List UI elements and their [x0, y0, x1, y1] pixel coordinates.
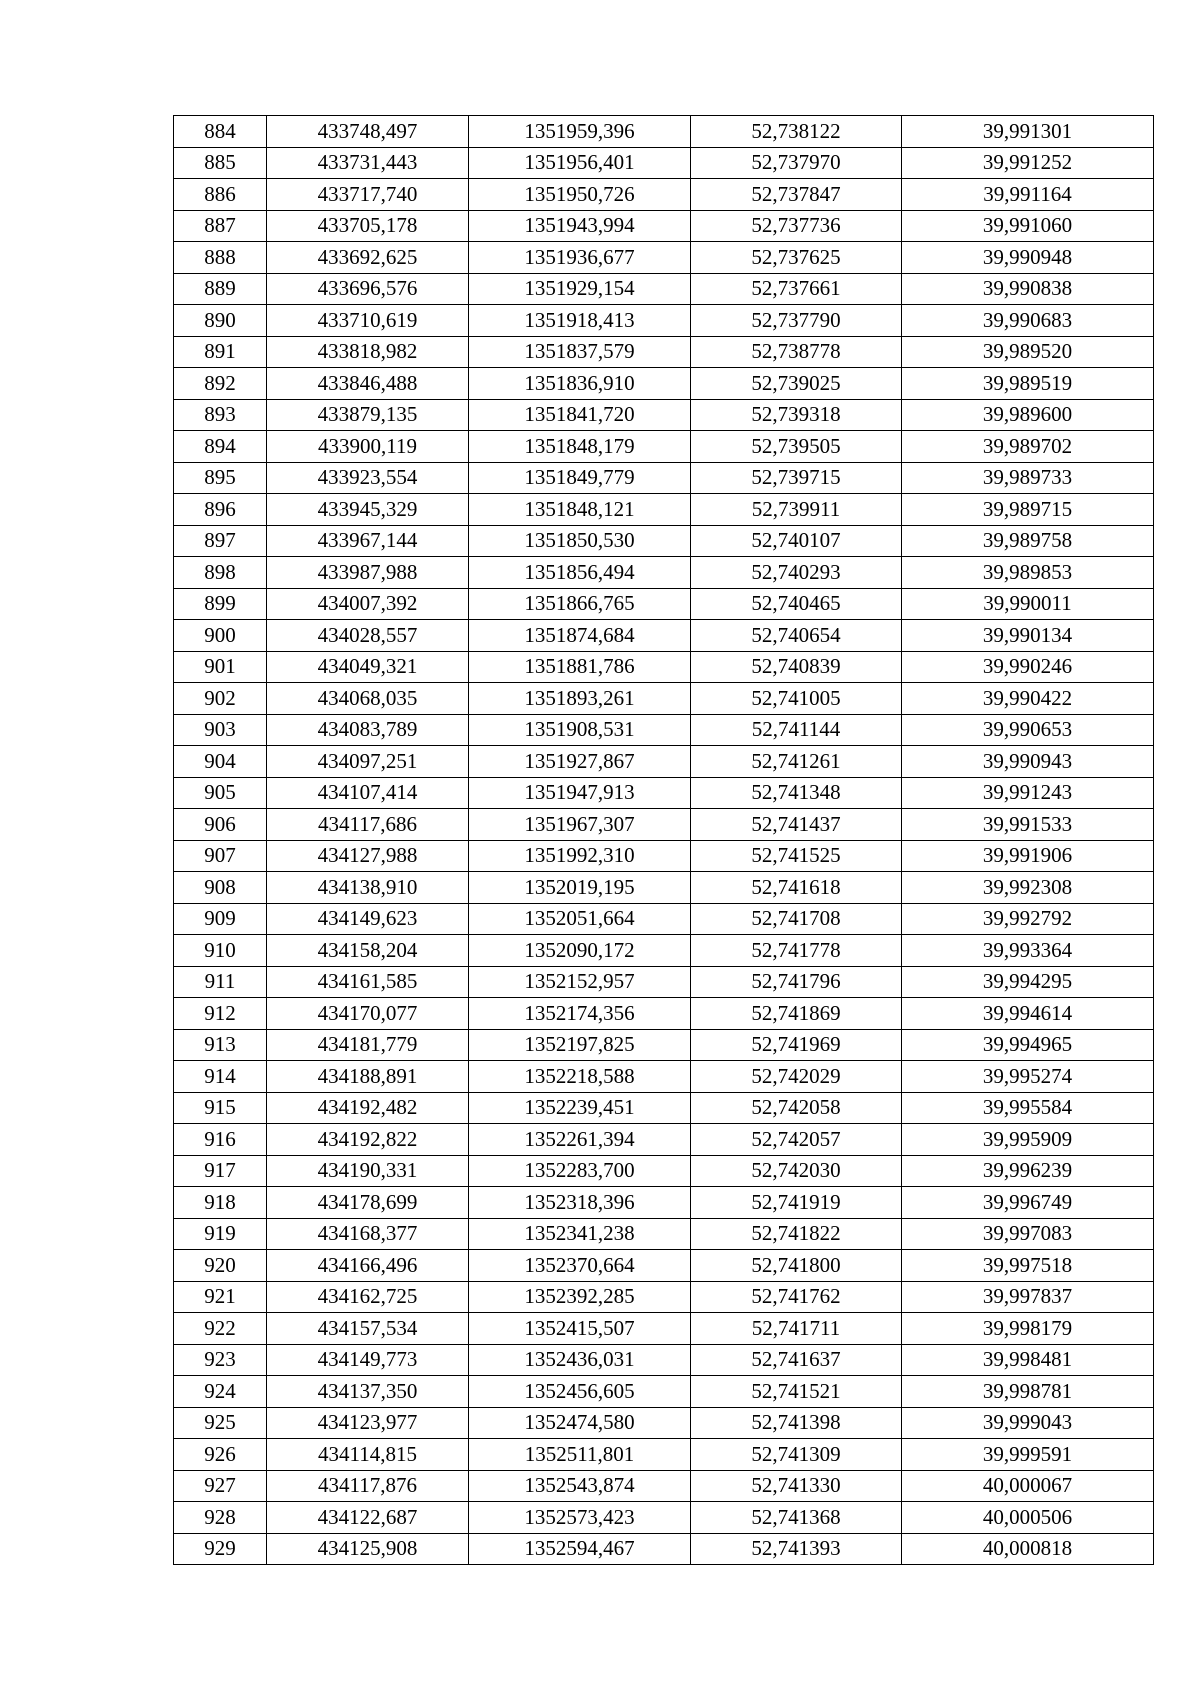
longitude-cell: 39,995909 [902, 1124, 1154, 1156]
y-coordinate-cell: 1351848,121 [469, 494, 691, 526]
y-coordinate-cell: 1352573,423 [469, 1502, 691, 1534]
y-coordinate-cell: 1352543,874 [469, 1470, 691, 1502]
longitude-cell: 39,989600 [902, 399, 1154, 431]
latitude-cell: 52,741398 [691, 1407, 902, 1439]
latitude-cell: 52,737736 [691, 210, 902, 242]
y-coordinate-cell: 1352152,957 [469, 966, 691, 998]
x-coordinate-cell: 434007,392 [267, 588, 469, 620]
latitude-cell: 52,741261 [691, 746, 902, 778]
x-coordinate-cell: 434137,350 [267, 1376, 469, 1408]
x-coordinate-cell: 434158,204 [267, 935, 469, 967]
longitude-cell: 39,998179 [902, 1313, 1154, 1345]
point-number-cell: 889 [174, 273, 267, 305]
point-number-cell: 884 [174, 116, 267, 148]
point-number-cell: 922 [174, 1313, 267, 1345]
table-row [174, 998, 1154, 1030]
longitude-cell: 39,989520 [902, 336, 1154, 368]
table-row [174, 368, 1154, 400]
longitude-cell: 39,994295 [902, 966, 1154, 998]
latitude-cell: 52,741796 [691, 966, 902, 998]
latitude-cell: 52,741330 [691, 1470, 902, 1502]
table-row [174, 1439, 1154, 1471]
table-row [174, 588, 1154, 620]
y-coordinate-cell: 1352019,195 [469, 872, 691, 904]
table-row [174, 1155, 1154, 1187]
x-coordinate-cell: 433692,625 [267, 242, 469, 274]
longitude-cell: 39,991906 [902, 840, 1154, 872]
latitude-cell: 52,739911 [691, 494, 902, 526]
longitude-cell: 39,999043 [902, 1407, 1154, 1439]
y-coordinate-cell: 1352456,605 [469, 1376, 691, 1408]
point-number-cell: 926 [174, 1439, 267, 1471]
x-coordinate-cell: 433846,488 [267, 368, 469, 400]
table-row [174, 1533, 1154, 1565]
longitude-cell: 39,994614 [902, 998, 1154, 1030]
y-coordinate-cell: 1352415,507 [469, 1313, 691, 1345]
x-coordinate-cell: 434170,077 [267, 998, 469, 1030]
point-number-cell: 898 [174, 557, 267, 589]
x-coordinate-cell: 433967,144 [267, 525, 469, 557]
table-row [174, 147, 1154, 179]
point-number-cell: 902 [174, 683, 267, 715]
table-row [174, 494, 1154, 526]
coordinates-table [173, 115, 1154, 1565]
x-coordinate-cell: 434117,876 [267, 1470, 469, 1502]
y-coordinate-cell: 1351850,530 [469, 525, 691, 557]
table-row [174, 1187, 1154, 1219]
latitude-cell: 52,741368 [691, 1502, 902, 1534]
table-row [174, 809, 1154, 841]
table-row [174, 1218, 1154, 1250]
x-coordinate-cell: 433818,982 [267, 336, 469, 368]
y-coordinate-cell: 1352283,700 [469, 1155, 691, 1187]
latitude-cell: 52,741144 [691, 714, 902, 746]
point-number-cell: 905 [174, 777, 267, 809]
table-row [174, 746, 1154, 778]
latitude-cell: 52,740293 [691, 557, 902, 589]
x-coordinate-cell: 434097,251 [267, 746, 469, 778]
x-coordinate-cell: 433900,119 [267, 431, 469, 463]
longitude-cell: 39,992308 [902, 872, 1154, 904]
y-coordinate-cell: 1351893,261 [469, 683, 691, 715]
point-number-cell: 911 [174, 966, 267, 998]
point-number-cell: 885 [174, 147, 267, 179]
x-coordinate-cell: 434125,908 [267, 1533, 469, 1565]
x-coordinate-cell: 433987,988 [267, 557, 469, 589]
longitude-cell: 39,995584 [902, 1092, 1154, 1124]
longitude-cell: 39,990948 [902, 242, 1154, 274]
longitude-cell: 40,000067 [902, 1470, 1154, 1502]
longitude-cell: 39,990838 [902, 273, 1154, 305]
x-coordinate-cell: 434192,482 [267, 1092, 469, 1124]
longitude-cell: 39,990134 [902, 620, 1154, 652]
point-number-cell: 916 [174, 1124, 267, 1156]
y-coordinate-cell: 1352474,580 [469, 1407, 691, 1439]
point-number-cell: 886 [174, 179, 267, 211]
table-row [174, 116, 1154, 148]
x-coordinate-cell: 434149,623 [267, 903, 469, 935]
table-row [174, 1313, 1154, 1345]
longitude-cell: 39,995274 [902, 1061, 1154, 1093]
latitude-cell: 52,741708 [691, 903, 902, 935]
point-number-cell: 920 [174, 1250, 267, 1282]
x-coordinate-cell: 434117,686 [267, 809, 469, 841]
longitude-cell: 39,994965 [902, 1029, 1154, 1061]
table-row [174, 273, 1154, 305]
latitude-cell: 52,741521 [691, 1376, 902, 1408]
latitude-cell: 52,742057 [691, 1124, 902, 1156]
table-row [174, 431, 1154, 463]
point-number-cell: 890 [174, 305, 267, 337]
table-row [174, 1407, 1154, 1439]
longitude-cell: 39,989733 [902, 462, 1154, 494]
y-coordinate-cell: 1351908,531 [469, 714, 691, 746]
latitude-cell: 52,742058 [691, 1092, 902, 1124]
point-number-cell: 891 [174, 336, 267, 368]
longitude-cell: 39,990011 [902, 588, 1154, 620]
point-number-cell: 900 [174, 620, 267, 652]
point-number-cell: 899 [174, 588, 267, 620]
table-row [174, 935, 1154, 967]
table-row [174, 651, 1154, 683]
table-row [174, 210, 1154, 242]
point-number-cell: 901 [174, 651, 267, 683]
latitude-cell: 52,737847 [691, 179, 902, 211]
longitude-cell: 39,991533 [902, 809, 1154, 841]
latitude-cell: 52,737661 [691, 273, 902, 305]
point-number-cell: 892 [174, 368, 267, 400]
x-coordinate-cell: 434107,414 [267, 777, 469, 809]
y-coordinate-cell: 1351874,684 [469, 620, 691, 652]
y-coordinate-cell: 1351881,786 [469, 651, 691, 683]
longitude-cell: 39,996239 [902, 1155, 1154, 1187]
y-coordinate-cell: 1352261,394 [469, 1124, 691, 1156]
y-coordinate-cell: 1351918,413 [469, 305, 691, 337]
latitude-cell: 52,741393 [691, 1533, 902, 1565]
y-coordinate-cell: 1351943,994 [469, 210, 691, 242]
point-number-cell: 913 [174, 1029, 267, 1061]
table-row [174, 336, 1154, 368]
latitude-cell: 52,739318 [691, 399, 902, 431]
longitude-cell: 39,989853 [902, 557, 1154, 589]
x-coordinate-cell: 434068,035 [267, 683, 469, 715]
latitude-cell: 52,739025 [691, 368, 902, 400]
x-coordinate-cell: 434190,331 [267, 1155, 469, 1187]
latitude-cell: 52,741822 [691, 1218, 902, 1250]
point-number-cell: 909 [174, 903, 267, 935]
latitude-cell: 52,741637 [691, 1344, 902, 1376]
point-number-cell: 908 [174, 872, 267, 904]
y-coordinate-cell: 1352594,467 [469, 1533, 691, 1565]
table-row [174, 557, 1154, 589]
x-coordinate-cell: 434168,377 [267, 1218, 469, 1250]
latitude-cell: 52,741309 [691, 1439, 902, 1471]
point-number-cell: 912 [174, 998, 267, 1030]
latitude-cell: 52,742029 [691, 1061, 902, 1093]
y-coordinate-cell: 1352392,285 [469, 1281, 691, 1313]
y-coordinate-cell: 1351956,401 [469, 147, 691, 179]
point-number-cell: 895 [174, 462, 267, 494]
longitude-cell: 39,991252 [902, 147, 1154, 179]
y-coordinate-cell: 1352436,031 [469, 1344, 691, 1376]
coordinates-table-body [174, 116, 1154, 1565]
latitude-cell: 52,741005 [691, 683, 902, 715]
longitude-cell: 39,989758 [902, 525, 1154, 557]
point-number-cell: 907 [174, 840, 267, 872]
longitude-cell: 39,997083 [902, 1218, 1154, 1250]
point-number-cell: 918 [174, 1187, 267, 1219]
latitude-cell: 52,740107 [691, 525, 902, 557]
table-row [174, 525, 1154, 557]
latitude-cell: 52,742030 [691, 1155, 902, 1187]
table-row [174, 872, 1154, 904]
longitude-cell: 39,999591 [902, 1439, 1154, 1471]
x-coordinate-cell: 434049,321 [267, 651, 469, 683]
point-number-cell: 914 [174, 1061, 267, 1093]
y-coordinate-cell: 1351837,579 [469, 336, 691, 368]
y-coordinate-cell: 1351841,720 [469, 399, 691, 431]
y-coordinate-cell: 1352370,664 [469, 1250, 691, 1282]
x-coordinate-cell: 433705,178 [267, 210, 469, 242]
table-row [174, 1061, 1154, 1093]
point-number-cell: 923 [174, 1344, 267, 1376]
table-row [174, 462, 1154, 494]
x-coordinate-cell: 433923,554 [267, 462, 469, 494]
point-number-cell: 915 [174, 1092, 267, 1124]
longitude-cell: 40,000818 [902, 1533, 1154, 1565]
table-row [174, 1124, 1154, 1156]
table-row [174, 903, 1154, 935]
x-coordinate-cell: 434149,773 [267, 1344, 469, 1376]
x-coordinate-cell: 433717,740 [267, 179, 469, 211]
y-coordinate-cell: 1352174,356 [469, 998, 691, 1030]
latitude-cell: 52,741778 [691, 935, 902, 967]
table-row [174, 1029, 1154, 1061]
longitude-cell: 39,996749 [902, 1187, 1154, 1219]
y-coordinate-cell: 1351927,867 [469, 746, 691, 778]
longitude-cell: 39,997837 [902, 1281, 1154, 1313]
latitude-cell: 52,737970 [691, 147, 902, 179]
x-coordinate-cell: 433879,135 [267, 399, 469, 431]
longitude-cell: 39,992792 [902, 903, 1154, 935]
latitude-cell: 52,740839 [691, 651, 902, 683]
table-row [174, 777, 1154, 809]
longitude-cell: 39,989519 [902, 368, 1154, 400]
point-number-cell: 925 [174, 1407, 267, 1439]
y-coordinate-cell: 1351950,726 [469, 179, 691, 211]
y-coordinate-cell: 1351849,779 [469, 462, 691, 494]
longitude-cell: 39,997518 [902, 1250, 1154, 1282]
table-row [174, 714, 1154, 746]
table-row [174, 1281, 1154, 1313]
latitude-cell: 52,741800 [691, 1250, 902, 1282]
longitude-cell: 39,990246 [902, 651, 1154, 683]
x-coordinate-cell: 434138,910 [267, 872, 469, 904]
x-coordinate-cell: 434166,496 [267, 1250, 469, 1282]
longitude-cell: 39,989715 [902, 494, 1154, 526]
table-row [174, 1250, 1154, 1282]
point-number-cell: 928 [174, 1502, 267, 1534]
latitude-cell: 52,739715 [691, 462, 902, 494]
latitude-cell: 52,741969 [691, 1029, 902, 1061]
point-number-cell: 919 [174, 1218, 267, 1250]
latitude-cell: 52,739505 [691, 431, 902, 463]
longitude-cell: 39,993364 [902, 935, 1154, 967]
table-row [174, 179, 1154, 211]
x-coordinate-cell: 434157,534 [267, 1313, 469, 1345]
latitude-cell: 52,740654 [691, 620, 902, 652]
x-coordinate-cell: 434192,822 [267, 1124, 469, 1156]
x-coordinate-cell: 433945,329 [267, 494, 469, 526]
x-coordinate-cell: 434178,699 [267, 1187, 469, 1219]
x-coordinate-cell: 434114,815 [267, 1439, 469, 1471]
point-number-cell: 888 [174, 242, 267, 274]
latitude-cell: 52,741869 [691, 998, 902, 1030]
x-coordinate-cell: 434122,687 [267, 1502, 469, 1534]
point-number-cell: 927 [174, 1470, 267, 1502]
y-coordinate-cell: 1351967,307 [469, 809, 691, 841]
longitude-cell: 39,998481 [902, 1344, 1154, 1376]
longitude-cell: 39,990422 [902, 683, 1154, 715]
latitude-cell: 52,741437 [691, 809, 902, 841]
x-coordinate-cell: 434083,789 [267, 714, 469, 746]
y-coordinate-cell: 1351836,910 [469, 368, 691, 400]
x-coordinate-cell: 434123,977 [267, 1407, 469, 1439]
y-coordinate-cell: 1352197,825 [469, 1029, 691, 1061]
longitude-cell: 39,990653 [902, 714, 1154, 746]
latitude-cell: 52,738122 [691, 116, 902, 148]
latitude-cell: 52,741711 [691, 1313, 902, 1345]
table-row [174, 1344, 1154, 1376]
point-number-cell: 904 [174, 746, 267, 778]
longitude-cell: 39,990683 [902, 305, 1154, 337]
y-coordinate-cell: 1352090,172 [469, 935, 691, 967]
y-coordinate-cell: 1352051,664 [469, 903, 691, 935]
latitude-cell: 52,741348 [691, 777, 902, 809]
x-coordinate-cell: 434127,988 [267, 840, 469, 872]
y-coordinate-cell: 1351992,310 [469, 840, 691, 872]
longitude-cell: 40,000506 [902, 1502, 1154, 1534]
x-coordinate-cell: 434188,891 [267, 1061, 469, 1093]
latitude-cell: 52,741525 [691, 840, 902, 872]
y-coordinate-cell: 1352218,588 [469, 1061, 691, 1093]
point-number-cell: 917 [174, 1155, 267, 1187]
y-coordinate-cell: 1351936,677 [469, 242, 691, 274]
point-number-cell: 906 [174, 809, 267, 841]
point-number-cell: 887 [174, 210, 267, 242]
longitude-cell: 39,990943 [902, 746, 1154, 778]
table-row [174, 399, 1154, 431]
x-coordinate-cell: 433710,619 [267, 305, 469, 337]
table-row [174, 305, 1154, 337]
longitude-cell: 39,991243 [902, 777, 1154, 809]
x-coordinate-cell: 434181,779 [267, 1029, 469, 1061]
point-number-cell: 893 [174, 399, 267, 431]
table-row [174, 966, 1154, 998]
x-coordinate-cell: 433696,576 [267, 273, 469, 305]
latitude-cell: 52,737625 [691, 242, 902, 274]
latitude-cell: 52,740465 [691, 588, 902, 620]
latitude-cell: 52,741919 [691, 1187, 902, 1219]
latitude-cell: 52,737790 [691, 305, 902, 337]
y-coordinate-cell: 1351848,179 [469, 431, 691, 463]
latitude-cell: 52,741762 [691, 1281, 902, 1313]
y-coordinate-cell: 1351929,154 [469, 273, 691, 305]
x-coordinate-cell: 434028,557 [267, 620, 469, 652]
y-coordinate-cell: 1352341,238 [469, 1218, 691, 1250]
longitude-cell: 39,991301 [902, 116, 1154, 148]
x-coordinate-cell: 433731,443 [267, 147, 469, 179]
longitude-cell: 39,991060 [902, 210, 1154, 242]
x-coordinate-cell: 434162,725 [267, 1281, 469, 1313]
table-row [174, 1376, 1154, 1408]
latitude-cell: 52,741618 [691, 872, 902, 904]
y-coordinate-cell: 1351947,913 [469, 777, 691, 809]
table-row [174, 1502, 1154, 1534]
y-coordinate-cell: 1352511,801 [469, 1439, 691, 1471]
table-row [174, 620, 1154, 652]
table-row [174, 683, 1154, 715]
y-coordinate-cell: 1352318,396 [469, 1187, 691, 1219]
point-number-cell: 903 [174, 714, 267, 746]
table-row [174, 1092, 1154, 1124]
x-coordinate-cell: 433748,497 [267, 116, 469, 148]
latitude-cell: 52,738778 [691, 336, 902, 368]
table-row [174, 242, 1154, 274]
x-coordinate-cell: 434161,585 [267, 966, 469, 998]
y-coordinate-cell: 1352239,451 [469, 1092, 691, 1124]
point-number-cell: 894 [174, 431, 267, 463]
point-number-cell: 924 [174, 1376, 267, 1408]
y-coordinate-cell: 1351959,396 [469, 116, 691, 148]
y-coordinate-cell: 1351866,765 [469, 588, 691, 620]
point-number-cell: 910 [174, 935, 267, 967]
point-number-cell: 929 [174, 1533, 267, 1565]
longitude-cell: 39,998781 [902, 1376, 1154, 1408]
point-number-cell: 897 [174, 525, 267, 557]
point-number-cell: 921 [174, 1281, 267, 1313]
y-coordinate-cell: 1351856,494 [469, 557, 691, 589]
table-row [174, 1470, 1154, 1502]
table-row [174, 840, 1154, 872]
longitude-cell: 39,991164 [902, 179, 1154, 211]
longitude-cell: 39,989702 [902, 431, 1154, 463]
point-number-cell: 896 [174, 494, 267, 526]
